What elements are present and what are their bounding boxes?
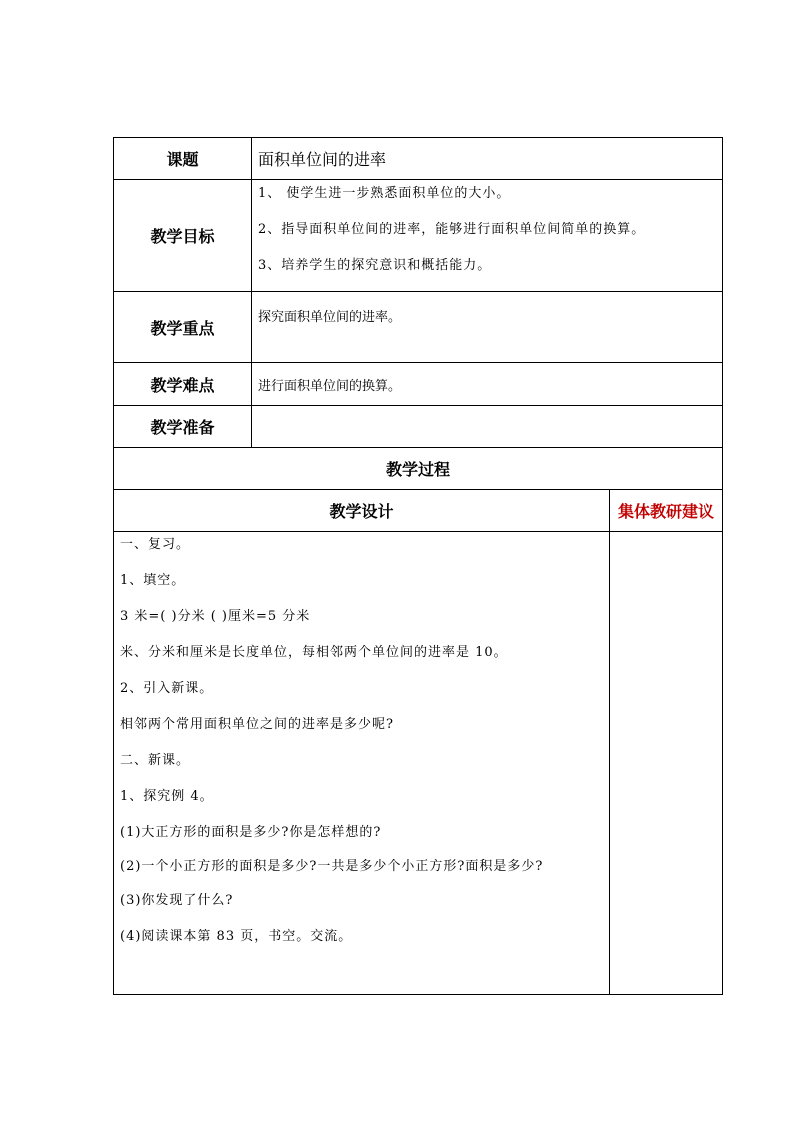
process-content-row (114, 532, 723, 995)
lesson-plan-sheet (113, 137, 722, 995)
suggest-content (610, 532, 723, 995)
difficulty-value: 进行面积单位间的换算。 (252, 363, 723, 406)
topic-value: 面积单位间的进率 (252, 138, 723, 180)
process-line: (1)大正方形的面积是多少?你是怎样想的? (120, 825, 382, 840)
prep-row (114, 406, 723, 448)
process-line: (3)你发现了什么? (120, 893, 234, 908)
process-line: (4)阅读课本第 83 页，书空。交流。 (120, 929, 353, 944)
process-line: 3 米=( )分米 ( )厘米=5 分米 (120, 609, 311, 624)
process-line: 1、填空。 (120, 573, 186, 588)
lesson-plan-table (113, 137, 723, 995)
topic-row (114, 138, 723, 180)
process-line: 二、新课。 (120, 753, 191, 768)
process-line: 米、分米和厘米是长度单位，每相邻两个单位间的进率是 10。 (120, 645, 508, 660)
topic-label: 课题 (114, 138, 252, 180)
goals-label: 教学目标 (114, 180, 252, 292)
design-label: 教学设计 (114, 490, 610, 532)
process-line: (2)一个小正方形的面积是多少?一共是多少个小正方形?面积是多少? (120, 859, 544, 874)
prep-label: 教学准备 (114, 406, 252, 448)
suggest-label: 集体教研建议 (610, 490, 723, 532)
goals-row (114, 180, 723, 292)
process-line: 一、复习。 (120, 537, 191, 552)
process-header: 教学过程 (114, 448, 723, 490)
focus-value: 探究面积单位间的进率。 (252, 292, 723, 363)
process-line: 2、引入新课。 (120, 681, 214, 696)
prep-value (252, 406, 723, 448)
process-header-row (114, 448, 723, 490)
process-content (114, 532, 610, 995)
difficulty-label: 教学难点 (114, 363, 252, 406)
goals-content (252, 180, 723, 292)
design-header-row (114, 490, 723, 532)
process-line: 相邻两个常用面积单位之间的进率是多少呢? (120, 717, 394, 732)
difficulty-row (114, 363, 723, 406)
goal-item: 2、指导面积单位间的进率，能够进行面积单位间简单的换算。 (258, 222, 646, 237)
process-line: 1、探究例 4。 (120, 789, 214, 804)
focus-label: 教学重点 (114, 292, 252, 363)
goal-item: 1、 使学生进一步熟悉面积单位的大小。 (258, 186, 511, 201)
goal-item: 3、培养学生的探究意识和概括能力。 (258, 258, 492, 273)
focus-row (114, 292, 723, 363)
